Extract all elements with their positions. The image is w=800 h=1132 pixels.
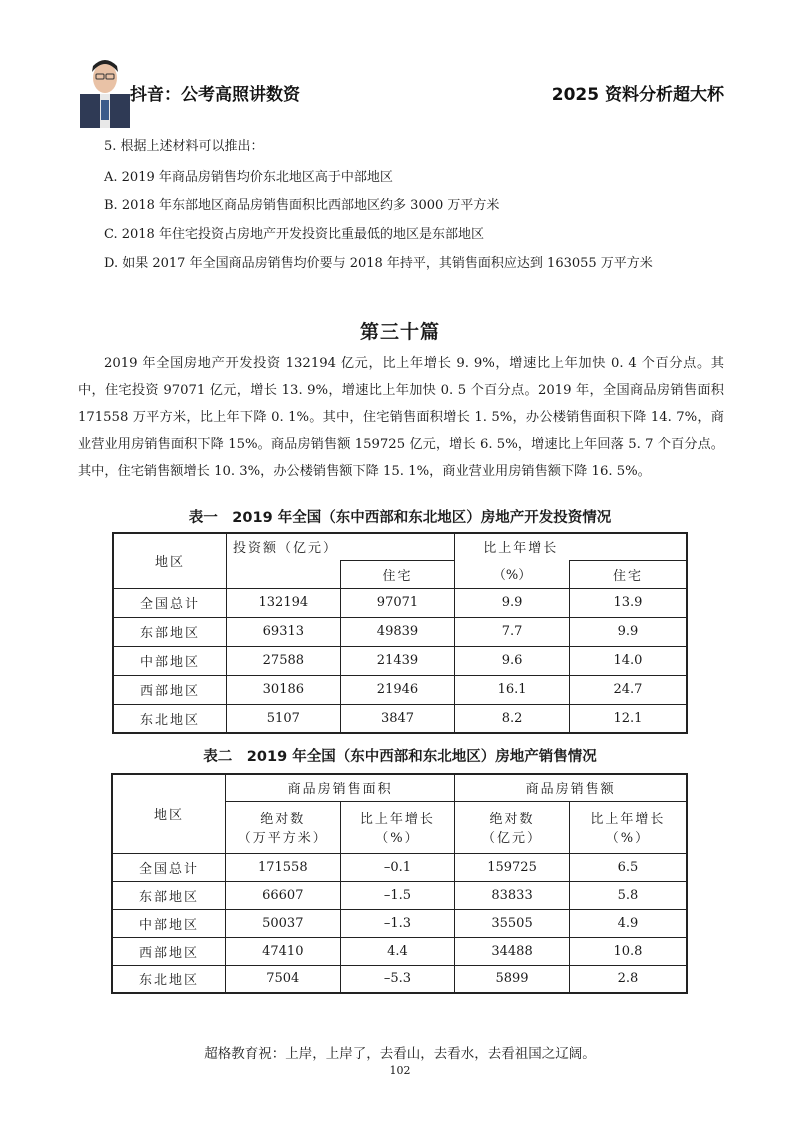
- table1-cell: 14.0: [569, 646, 687, 675]
- table2-header-text: 比上年增长: [359, 812, 435, 827]
- table2-header-text: 绝对数: [489, 812, 535, 827]
- table1-cell-region: 全国总计: [113, 588, 227, 617]
- table2-header-area-absolute: [225, 801, 340, 853]
- table1-cell: 8.2: [455, 704, 570, 733]
- table2-cell: 5899: [455, 965, 570, 993]
- table2-header-sales-absolute: [455, 801, 570, 853]
- table1-cell-region: 东北地区: [113, 704, 227, 733]
- table2-cell: 4.9: [569, 909, 687, 937]
- table1-cell: 9.6: [455, 646, 570, 675]
- table1-header-growth: 比上年增长: [455, 533, 687, 560]
- table2-cell: 50037: [225, 909, 340, 937]
- table1-cell: 21946: [340, 675, 455, 704]
- header-right-title: 2025 资料分析超大杯: [551, 85, 724, 105]
- table1-cell: 13.9: [569, 588, 687, 617]
- table-row: [113, 704, 687, 733]
- table2-cell: 34488: [455, 937, 570, 965]
- table1-cell: 69313: [227, 617, 341, 646]
- table1-cell: 9.9: [455, 588, 570, 617]
- table1-header-housing-growth: 住宅: [569, 560, 687, 588]
- table-row: [112, 909, 687, 937]
- table2-cell: 10.8: [569, 937, 687, 965]
- table1-cell: 24.7: [569, 675, 687, 704]
- table1-cell-region: 中部地区: [113, 646, 227, 675]
- table2-cell-region: 全国总计: [112, 853, 225, 881]
- table1-header-housing-investment: 住宅: [340, 560, 455, 588]
- table2-header-unit: （万平方米）: [237, 831, 328, 846]
- table1-caption: 表一 2019 年全国（东中西部和东北地区）房地产开发投资情况: [188, 510, 612, 526]
- table1-cell: 97071: [340, 588, 455, 617]
- table2-cell: –0.1: [340, 853, 455, 881]
- table-row: [113, 588, 687, 617]
- table1-cell-region: 西部地区: [113, 675, 227, 704]
- table-row: [113, 646, 687, 675]
- table1-header-investment: 投资额（亿元）: [227, 533, 455, 560]
- table-row: [112, 937, 687, 965]
- table2-cell: 7504: [225, 965, 340, 993]
- table2-cell: 171558: [225, 853, 340, 881]
- option-b: B. 2018 年东部地区商品房销售面积比西部地区约多 3000 万平方米: [104, 198, 500, 213]
- table1-cell: 21439: [340, 646, 455, 675]
- table1-cell: 7.7: [455, 617, 570, 646]
- table1-cell: 27588: [227, 646, 341, 675]
- table1-header-region: 地区: [113, 533, 227, 588]
- table2-cell-region: 西部地区: [112, 937, 225, 965]
- table2-cell: 66607: [225, 881, 340, 909]
- table2-header-text: 比上年增长: [590, 812, 666, 827]
- table1-cell: 9.9: [569, 617, 687, 646]
- table2-cell: 159725: [455, 853, 570, 881]
- table2-cell: –5.3: [340, 965, 455, 993]
- table2-header-unit: （%）: [605, 831, 651, 846]
- presenter-avatar: [80, 50, 130, 128]
- table1-cell: 30186: [227, 675, 341, 704]
- option-c: C. 2018 年住宅投资占房地产开发投资比重最低的地区是东部地区: [104, 227, 484, 242]
- table1-cell: 3847: [340, 704, 455, 733]
- table2-cell: –1.3: [340, 909, 455, 937]
- table2-header-area: 商品房销售面积: [225, 774, 454, 801]
- option-d: D. 如果 2017 年全国商品房销售均价要与 2018 年持平，其销售面积应达到 163055 万平方米: [104, 256, 653, 271]
- table2-header-region: 地区: [112, 774, 225, 853]
- table2-cell-region: 东北地区: [112, 965, 225, 993]
- table2-cell: 47410: [225, 937, 340, 965]
- header-left-title: 抖音：公考高照讲数资: [130, 85, 300, 105]
- table2-header-area-growth: [340, 801, 455, 853]
- table1-cell: 12.1: [569, 704, 687, 733]
- footer-slogan: 超格教育祝：上岸，上岸了，去看山，去看水，去看祖国之辽阔。: [204, 1046, 596, 1062]
- material-paragraph: 2019 年全国房地产开发投资 132194 亿元，比上年增长 9. 9%，增速比上年加快 0. 4 个百分点。其中，住宅投资 97071 亿元，增长 13. 9%，增速比上年加快 0. 5 个百分点。2019 年，全国商品房销售面积 171558 万平方米，比上年下降 0. 1%。其中，住宅销售面积增长 1. 5%，办公楼销售面积下降 14. 7%，商业营业用房销售面积下降 15%。商品房销售额 159725 亿元，增长 6. 5%，增速比上年回落 5. 7 个百分点。其中，住宅销售额增长 10. 3%，办公楼销售额下降 15. 1%，商业营业用房销售额下降 16. 5%。: [78, 356, 724, 479]
- section-title: 第三十篇: [359, 321, 440, 343]
- table-row: [112, 965, 687, 993]
- table2-cell: 5.8: [569, 881, 687, 909]
- table2-cell: 4.4: [340, 937, 455, 965]
- table2-cell: –1.5: [340, 881, 455, 909]
- table1-cell-region: 东部地区: [113, 617, 227, 646]
- table2-cell: 83833: [455, 881, 570, 909]
- table2-cell-region: 中部地区: [112, 909, 225, 937]
- table-row: [112, 881, 687, 909]
- table2-header-sales-growth: [569, 801, 687, 853]
- page-number: 102: [389, 1064, 411, 1077]
- investment-table: [112, 532, 688, 734]
- table2-cell-region: 东部地区: [112, 881, 225, 909]
- option-a: A. 2019 年商品房销售均价东北地区高于中部地区: [104, 170, 393, 185]
- table1-cell: 49839: [340, 617, 455, 646]
- table2-header-sales: 商品房销售额: [455, 774, 687, 801]
- table1-cell: 16.1: [455, 675, 570, 704]
- table2-header-text: 绝对数: [260, 812, 306, 827]
- table1-header-percent: （%）: [455, 560, 570, 588]
- table2-cell: 2.8: [569, 965, 687, 993]
- table2-cell: 35505: [455, 909, 570, 937]
- sales-table: [111, 773, 688, 994]
- table2-header-unit: （%）: [375, 831, 420, 846]
- table-row: [113, 617, 687, 646]
- table2-cell: 6.5: [569, 853, 687, 881]
- table-row: [112, 853, 687, 881]
- table2-header-unit: （亿元）: [482, 831, 543, 846]
- table2-caption: 表二 2019 年全国（东中西部和东北地区）房地产销售情况: [203, 749, 597, 765]
- table1-cell: 5107: [227, 704, 341, 733]
- table1-cell: 132194: [227, 588, 341, 617]
- table-row: [113, 675, 687, 704]
- question-stem: 5. 根据上述材料可以推出：: [104, 139, 264, 154]
